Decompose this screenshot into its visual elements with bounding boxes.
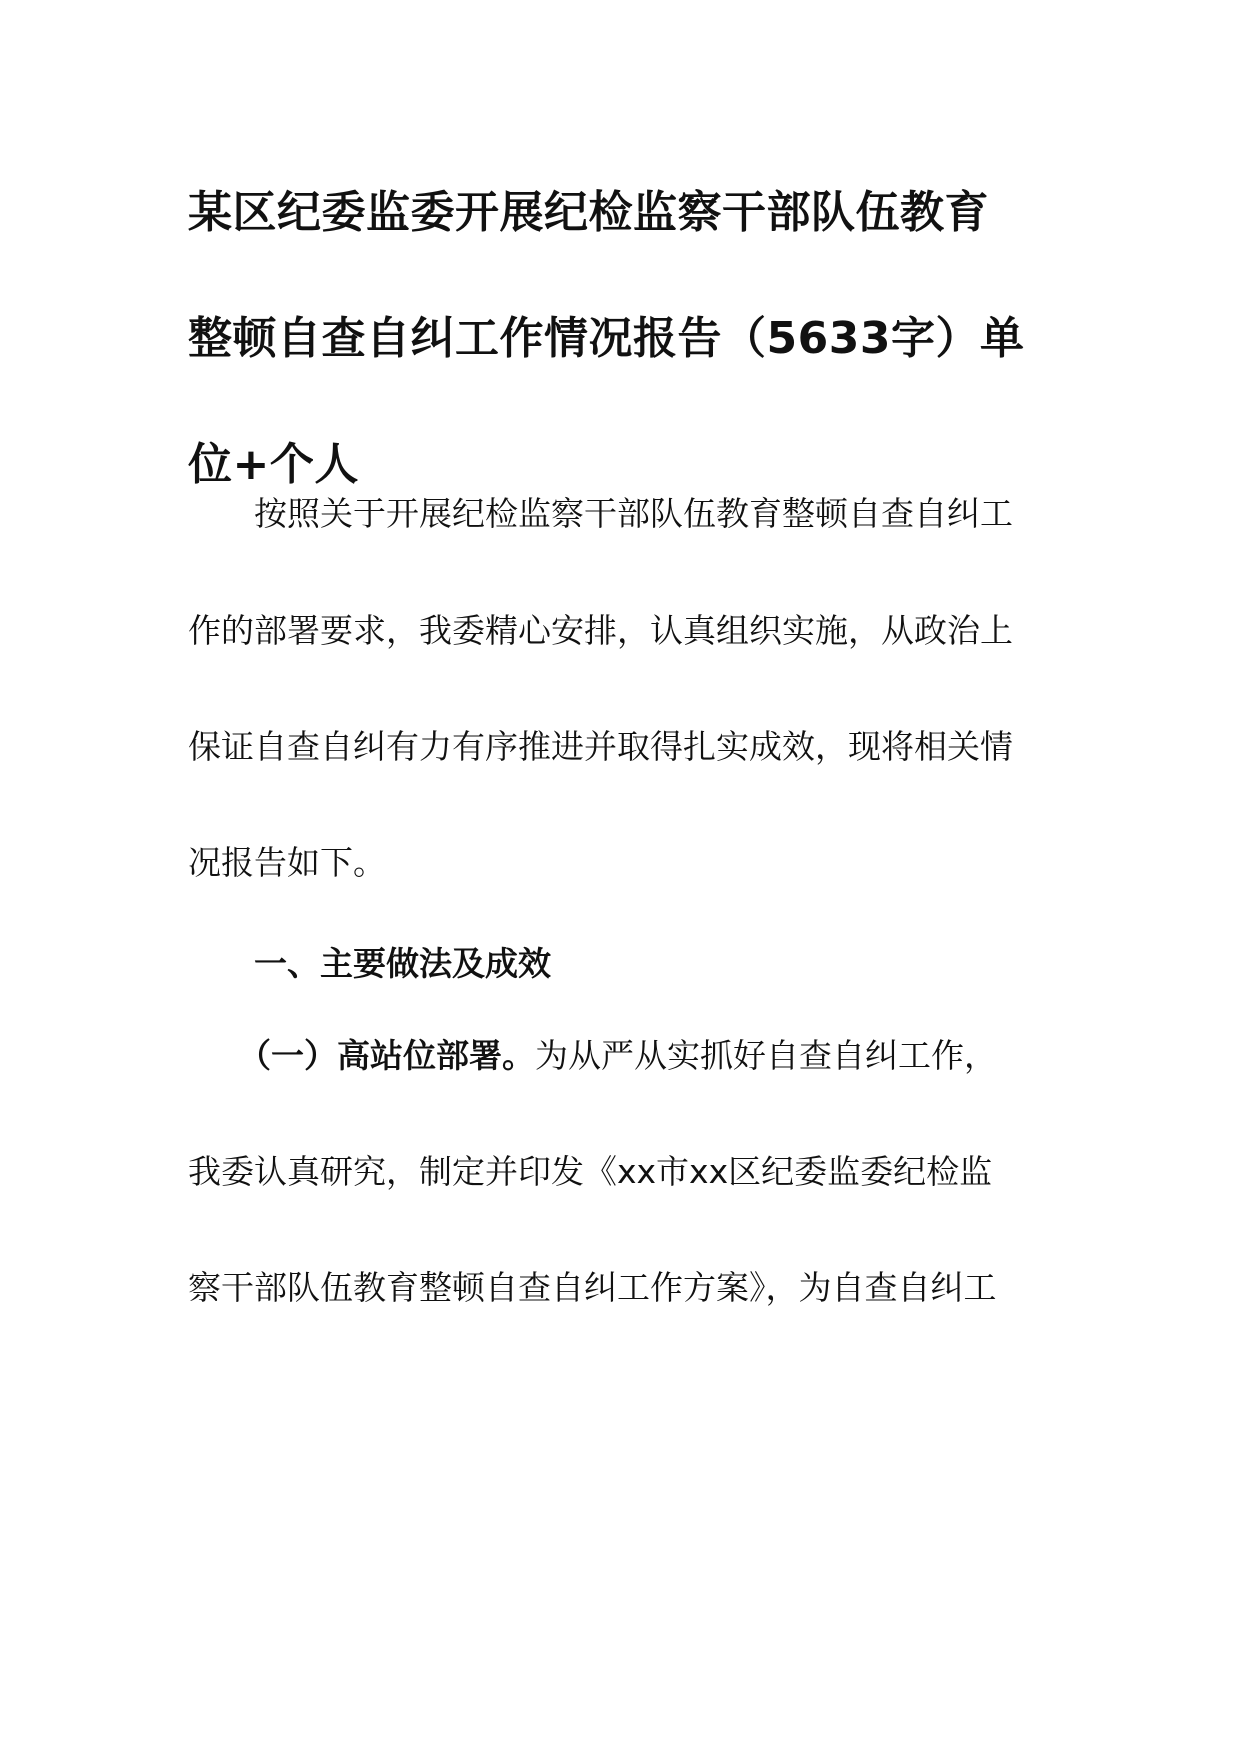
title-line: 位+个人 [188, 439, 359, 490]
document-title [188, 150, 1048, 528]
intro-paragraph-line: 况报告如下。 [188, 843, 386, 882]
subsection-first-line [238, 1036, 997, 1076]
intro-paragraph-line: 按照关于开展纪检监察干部队伍教育整顿自查自纠工 [254, 494, 1013, 533]
subsection-text: 为从严从实抓好自查自纠工作， [535, 1036, 997, 1075]
subsection-paragraph-line: 察干部队伍教育整顿自查自纠工作方案》，为自查自纠工 [188, 1268, 997, 1307]
intro-paragraph-line: 保证自查自纠有力有序推进并取得扎实成效，现将相关情 [188, 727, 1013, 766]
title-line: 整顿自查自纠工作情况报告（5633字）单 [188, 313, 1025, 364]
subsection-heading: （一）高站位部署。 [238, 1036, 535, 1075]
section-heading: 一、主要做法及成效 [254, 944, 551, 983]
title-line: 某区纪委监委开展纪检监察干部队伍教育 [188, 187, 989, 238]
subsection-paragraph-line: 我委认真研究，制定并印发《xx市xx区纪委监委纪检监 [188, 1152, 993, 1191]
intro-paragraph-line: 作的部署要求，我委精心安排，认真组织实施，从政治上 [188, 611, 1013, 650]
